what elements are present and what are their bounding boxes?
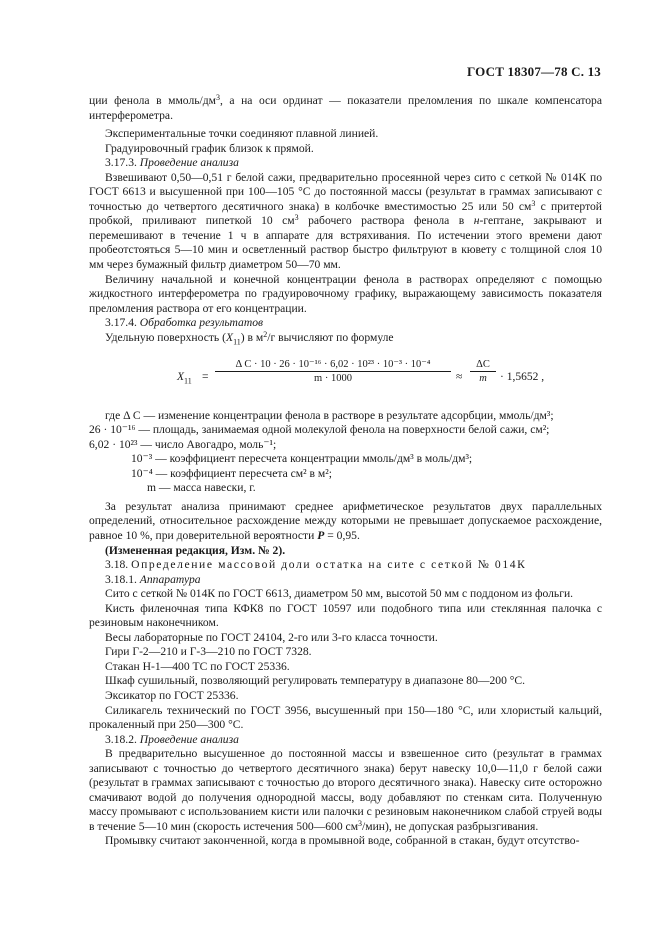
- text-fragment: За результат анализа принимают среднее арифметическое результатов двух параллельных определений, относительное расхождение между которыми не превышает допускаемое расхождение, равное 10 %, при доверительной вероятности: [89, 499, 602, 542]
- section-heading-3-18: [89, 558, 602, 573]
- equipment-item: Сито с сеткой № 014К по ГОСТ 6613, диаметром 50 мм, высотой 50 мм с поддоном из фольги.: [105, 587, 574, 601]
- subscript: 11: [233, 337, 241, 347]
- formula-fraction-main: [215, 358, 451, 385]
- formula-numerator: Δ C · 10 · 26 · 10⁻¹⁶ · 6,02 · 10²³ · 10⁻³ · 10⁻⁴: [215, 358, 451, 372]
- paragraph-rinse-end: Промывку считают законченной, когда в промывной воде, собранной в стакан, будут отсутство-: [105, 834, 580, 848]
- variable-p: P: [317, 528, 325, 542]
- definition-item: 10⁻³ — коэффициент пересчета концентрации ммоль/дм³ в моль/дм³;: [131, 452, 473, 466]
- section-heading-3-18-1: [89, 573, 602, 588]
- text-fragment: Взвешивают 0,50—0,51 г белой сажи, предварительно просеянной через сито с сеткой № 014К по ГОСТ 6613 и высушенной при 100—105 °С до постоянной массы (результат в граммах записывают с точностью до четвертого десятичного знака) в колбочке вместимостью 25 или 50 см: [89, 170, 602, 213]
- text-fragment: /г вычисляют по формуле: [267, 330, 394, 344]
- superscript: 2: [263, 329, 268, 339]
- paragraph-points: Экспериментальные точки соединяют плавной линией.: [105, 127, 379, 141]
- formula-equals: =: [202, 370, 209, 383]
- section-title: Проведение анализа: [139, 156, 239, 170]
- formula-fraction-short: [470, 358, 496, 385]
- paragraph-concentration: Величину начальной и конечной концентрации фенола в растворах определяют с помощью жидкостного интерферометра по градуировочному графику, выражающему зависимость показателя преломления раствора от его концентрации.: [89, 272, 602, 315]
- page-header: ГОСТ 18307—78 С. 13: [467, 64, 601, 79]
- section-title: Проведение анализа: [139, 732, 239, 746]
- section-number: 3.18.: [105, 558, 129, 572]
- superscript: 3: [531, 198, 536, 208]
- text-fragment: В предварительно высушенное до постоянной массы и взвешенное сито (результат в граммах записывают с точностью до четвертого десятичного знака) берут навеску 10,0—11,0 г белой сажи (результат в граммах записывают с точностью до второго десятичного знака). Навеску сите осторожно смачивают водой до получения однородной массы, воду добавляют по стенкам сита. Полученную массу промывают с использованием кисти или палочки с резиновым наконечником слабой струей воды в течение 5—10 мин (скорость истечения 500—600 см: [89, 747, 602, 833]
- formula-subscript: 11: [184, 375, 192, 385]
- section-heading-3-18-2: [89, 733, 602, 748]
- variable-x: X: [225, 330, 234, 344]
- superscript: 3: [294, 213, 299, 223]
- equipment-item: Гири Г-2—210 и Г-3—210 по ГОСТ 7328.: [105, 645, 312, 659]
- formula-tail: · 1,5652 ,: [500, 370, 545, 383]
- equipment-item: Весы лабораторные по ГОСТ 24104, 2-го или 3-го класса точности.: [105, 630, 438, 644]
- text-fragment: , а на оси ординат — показатели преломления по шкале компенсатора интерферометра.: [89, 94, 602, 122]
- equipment-item: Стакан Н-1—400 ТС по ГОСТ 25336.: [105, 659, 290, 673]
- equipment-item: Силикагель технический по ГОСТ 3956, высушенный при 150—180 °С, или хлористый кальций, прокаленный при 250—300 °С.: [89, 703, 602, 732]
- formula-denominator: m: [479, 372, 487, 384]
- text-fragment: рабочего раствора фенола в: [298, 214, 474, 228]
- text-fragment: = 0,95.: [324, 528, 360, 542]
- section-title: Обработка результатов: [139, 316, 264, 330]
- page-content: [89, 94, 602, 849]
- section-heading-3-17-3: [89, 156, 602, 171]
- text-fragment: -гептане, закрывают и перемешивают в течение 1 ч в аппарате для встряхивания. По истечении этого времени дают пробеотстояться 5—10 мин и осветленный раствор быстро фильтруют в кювету с толщиной слоя 10 мм через бумажный фильтр диаметром 50—70 мм.: [89, 214, 603, 272]
- paragraph-continuation: [89, 94, 602, 123]
- section-title: Аппаратура: [139, 572, 201, 586]
- section-number: 3.18.2.: [105, 732, 137, 746]
- paragraph-formula-intro: [89, 331, 602, 350]
- formula-denominator: m · 1000: [314, 372, 352, 384]
- italic-fragment: н: [473, 214, 480, 228]
- definition-item: m — масса навески, г.: [147, 481, 256, 495]
- formula-numerator: ΔC: [470, 358, 496, 372]
- formula-variable: X: [177, 370, 185, 383]
- section-title: Определение массовой доли остатка на сите с сеткой № 014К: [131, 558, 527, 572]
- section-number: 3.17.4.: [105, 316, 137, 330]
- section-number: 3.18.1.: [105, 572, 137, 586]
- formula-definitions: [89, 409, 602, 496]
- paragraph-graph: Градуировочный график близок к прямой.: [105, 141, 314, 155]
- section-heading-3-17-4: [89, 316, 602, 331]
- amendment-note: (Измененная редакция, Изм. № 2).: [105, 543, 286, 557]
- paragraph-weighing: [89, 171, 602, 273]
- text-fragment: ции фенола в ммоль/дм: [89, 94, 216, 107]
- formula-specific-surface: [89, 355, 602, 403]
- superscript: 3: [358, 818, 363, 828]
- equipment-item: Кисть филеночная типа КФК8 по ГОСТ 10597 или подобного типа или стеклянная палочка с резиновым наконечником.: [89, 601, 602, 630]
- formula-approx: ≈: [456, 370, 463, 383]
- definition-item: 10⁻⁴ — коэффициент пересчета см² в м²;: [131, 466, 332, 480]
- text-fragment: с притертой пробкой, приливают пипеткой 10 см: [89, 199, 602, 228]
- paragraph-result: [89, 500, 602, 544]
- superscript: 3: [215, 93, 220, 102]
- formula-lhs: [177, 370, 192, 389]
- section-number: 3.17.3.: [105, 156, 137, 170]
- definition-item: 6,02 · 10²³ — число Авогадро, моль⁻¹;: [89, 437, 277, 451]
- equipment-item: Шкаф сушильный, позволяющий регулировать температуру в диапазоне 80—200 °С.: [105, 674, 526, 688]
- definition-item: где Δ C — изменение концентрации фенола в растворе в результате адсорбции, ммоль/дм³;: [105, 408, 554, 422]
- paragraph-sieve-procedure: [89, 747, 602, 834]
- text-fragment: /мин), не допуская разбрызгивания.: [362, 819, 539, 833]
- equipment-item: Эксикатор по ГОСТ 25336.: [105, 689, 239, 702]
- text-fragment: ) в м: [240, 330, 264, 344]
- text-fragment: Удельную поверхность (: [105, 330, 226, 344]
- definition-item: 26 · 10⁻¹⁶ — площадь, занимаемая одной молекулой фенола на поверхности белой сажи, см²;: [89, 423, 550, 437]
